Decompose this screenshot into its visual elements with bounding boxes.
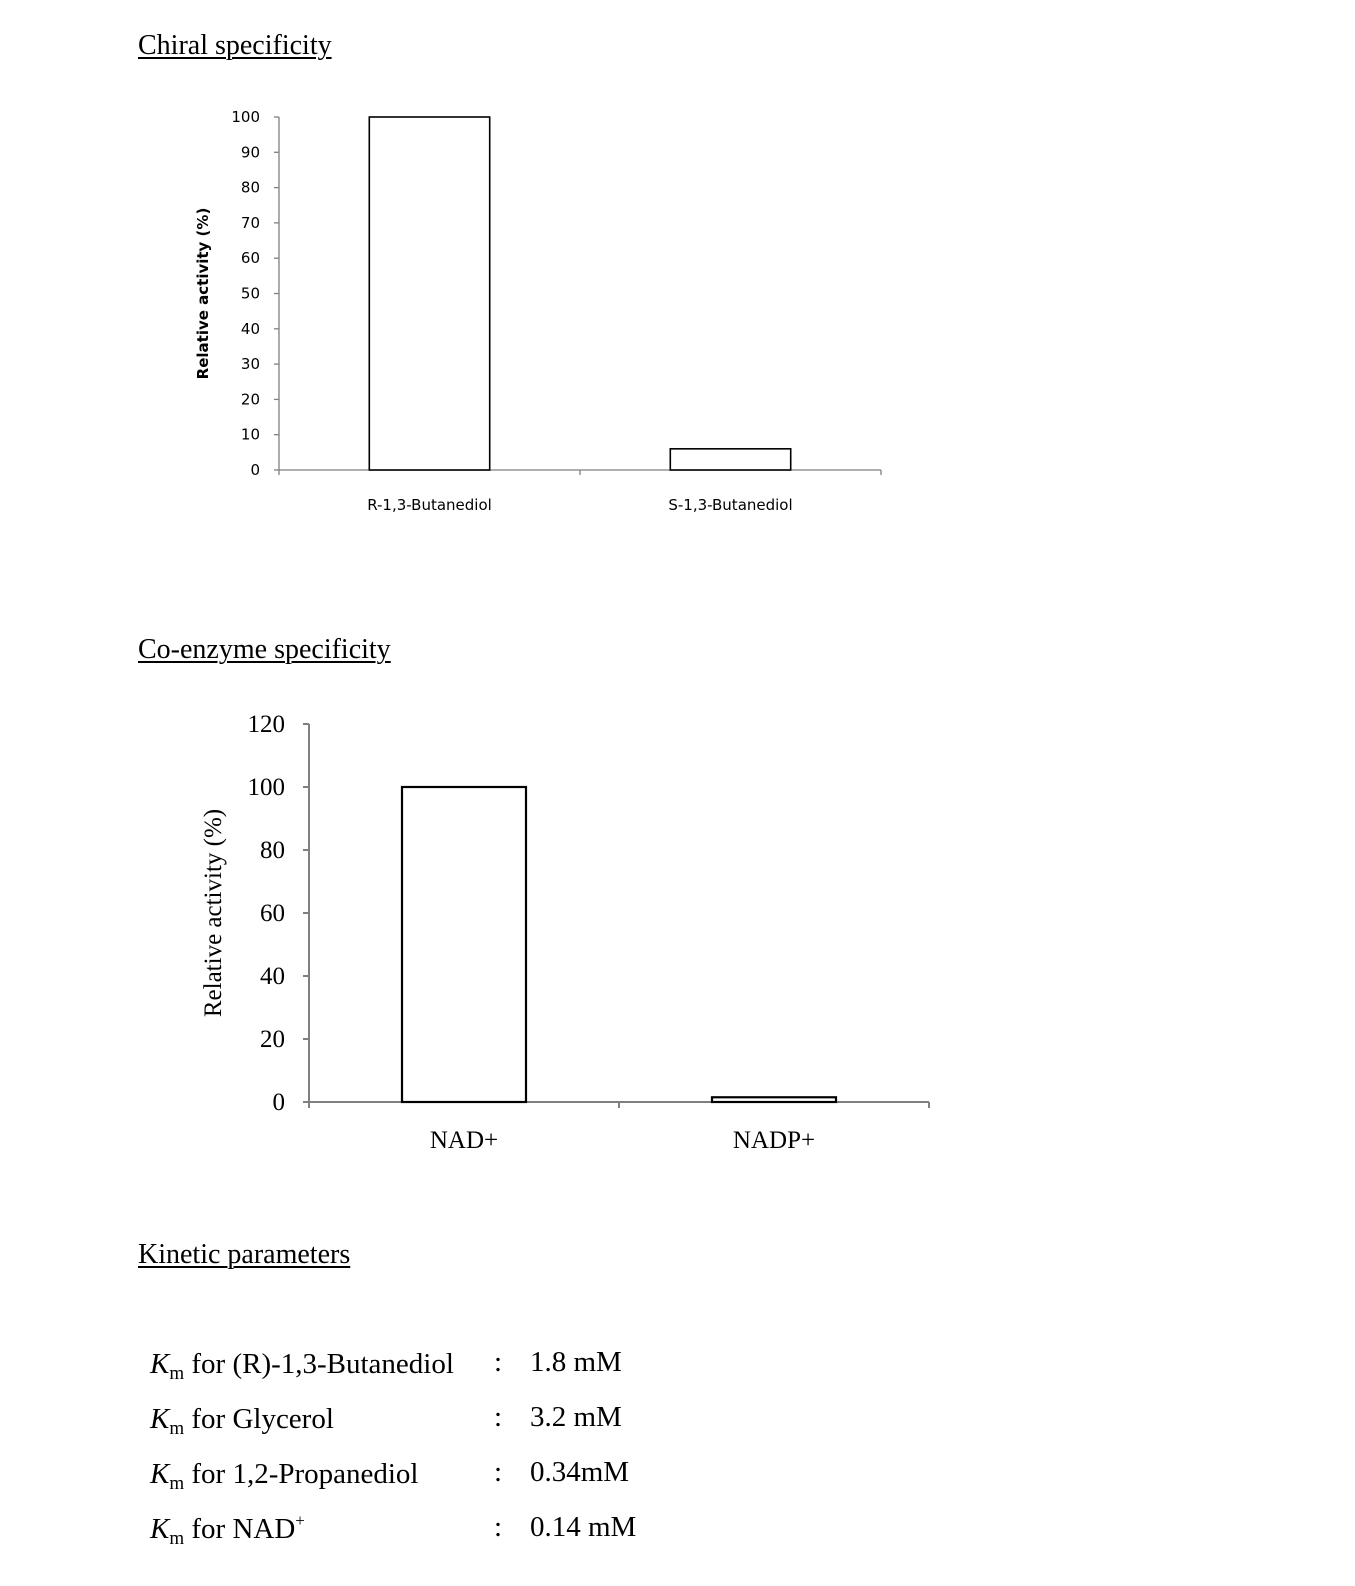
y-tick-label: 0 — [272, 1089, 285, 1116]
y-tick-label: 30 — [240, 355, 260, 374]
y-tick-label: 20 — [240, 390, 260, 409]
chiral-specificity-chart — [0, 100, 1355, 540]
x-category-label: NADP+ — [732, 1127, 816, 1154]
coenzyme-specificity-chart — [0, 700, 1355, 1180]
y-tick-label: 60 — [240, 249, 260, 268]
kinetic-parameters-heading: Kinetic parameters — [138, 1239, 351, 1270]
kinetic-colon: : — [494, 1346, 503, 1378]
kinetic-value: 1.8 mM — [530, 1346, 622, 1378]
kinetic-label: $K_m$ for NAD+ — [150, 1511, 305, 1549]
kinetic-label: $K_m$ for Glycerol — [150, 1403, 334, 1439]
y-tick-label: 100 — [247, 774, 285, 801]
x-category-label: S-1,3-Butanediol — [668, 496, 793, 514]
y-tick-label: 50 — [240, 284, 260, 303]
y-axis-label: Relative activity (%) — [194, 207, 212, 380]
kinetic-colon: : — [494, 1511, 503, 1543]
x-category-label: NAD+ — [429, 1127, 499, 1154]
y-tick-label: 80 — [260, 837, 285, 864]
kinetic-value: 0.34mM — [530, 1456, 630, 1488]
kinetic-label: $K_m$ for 1,2-Propanediol — [150, 1458, 419, 1494]
y-tick-label: 10 — [240, 425, 260, 444]
kinetic-colon: : — [494, 1456, 503, 1488]
chiral-specificity-heading: Chiral specificity — [138, 30, 332, 61]
y-tick-label: 60 — [260, 900, 285, 927]
y-tick-label: 70 — [240, 213, 260, 232]
bar-nadp — [712, 1097, 836, 1102]
y-tick-label: 40 — [260, 963, 285, 990]
y-tick-label: 80 — [240, 178, 260, 197]
y-tick-label: 100 — [231, 108, 260, 126]
y-tick-label: 40 — [240, 319, 260, 338]
kinetic-value: 0.14 mM — [530, 1511, 637, 1543]
kinetic-value: 3.2 mM — [530, 1401, 622, 1433]
coenzyme-specificity-heading: Co-enzyme specificity — [138, 634, 391, 665]
y-tick-label: 120 — [247, 711, 285, 738]
y-tick-label: 0 — [250, 461, 260, 479]
y-tick-label: 20 — [260, 1026, 285, 1053]
bar-s-1-3-butanediol — [670, 449, 790, 470]
x-category-label: R-1,3-Butanediol — [367, 496, 492, 514]
bar-r-1-3-butanediol — [369, 117, 489, 470]
kinetic-colon: : — [494, 1401, 503, 1433]
kinetic-label: $K_m$ for (R)-1,3-Butanediol — [150, 1348, 454, 1384]
bar-nad — [402, 787, 526, 1102]
y-tick-label: 90 — [240, 143, 260, 162]
y-axis-label: Relative activity (%) — [200, 808, 227, 1018]
